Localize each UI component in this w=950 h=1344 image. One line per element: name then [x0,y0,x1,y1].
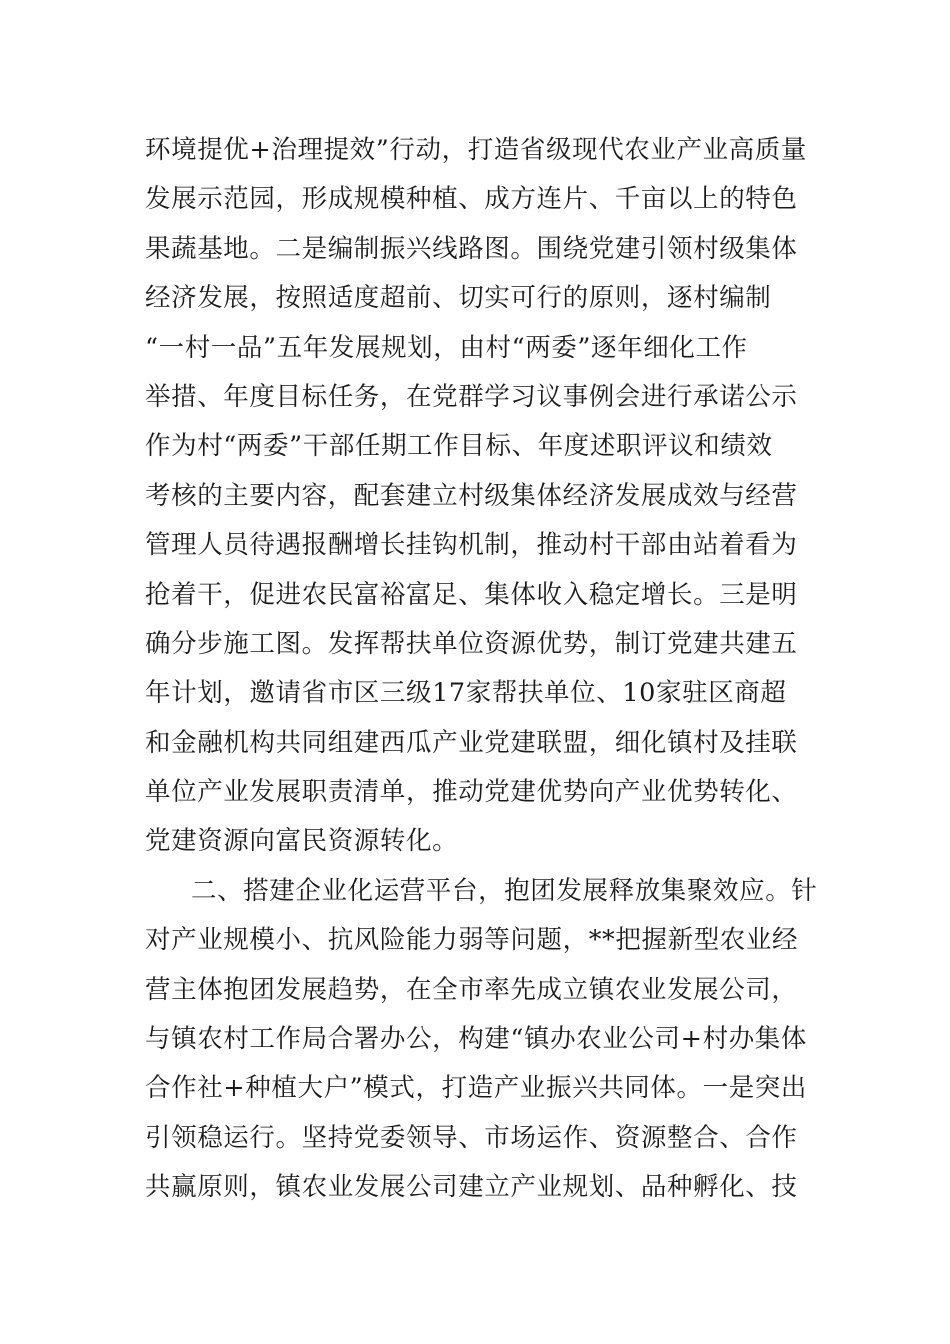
text-line-18: 营主体抱团发展趋势，在全市率先成立镇农业发展公司， [145,974,798,1005]
text-line-6: 举措、年度目标任务，在党群学习议事例会进行承诺公示 [145,381,798,412]
text-line-3: 果蔬基地。二是编制振兴线路图。围绕党建引领村级集体 [145,233,798,264]
body-text [145,126,818,1213]
text-line-10: 抢着干，促进农民富裕富足、集体收入稳定增长。三是明 [145,579,798,610]
text-line-2: 发展示范园，形成规模种植、成方连片、千亩以上的特色 [145,184,798,215]
text-line-14: 单位产业发展职责清单，推动党建优势向产业优势转化、 [145,777,798,808]
text-line-20: 合作社+种植大户”模式，打造产业振兴共同体。一是突出 [145,1073,808,1104]
text-line-1: 环境提优+治理提效”行动，打造省级现代农业产业高质量 [145,135,808,165]
text-line-5: “一村一品”五年发展规划，由村“两委”逐年细化工作 [145,332,748,363]
text-line-21: 引领稳运行。坚持党委领导、市场运作、资源整合、合作 [145,1122,798,1153]
text-line-7: 作为村“两委”干部任期工作目标、年度述职评议和绩效 [145,431,773,462]
text-line-15: 党建资源向富民资源转化。 [145,826,459,857]
text-line-12: 年计划，邀请省市区三级17家帮扶单位、10家驻区商超 [145,678,787,709]
paragraph-heading-line: 二、搭建企业化运营平台，抱团发展释放集聚效应。针 [191,875,818,906]
text-line-11: 确分步施工图。发挥帮扶单位资源优势，制订党建共建五 [145,628,798,659]
text-line-8: 考核的主要内容，配套建立村级集体经济发展成效与经营 [145,480,798,511]
text-line-19: 与镇农村工作局合署办公，构建“镇办农业公司+村办集体 [145,1024,808,1055]
text-line-9: 管理人员待遇报酬增长挂钩机制，推动村干部由站着看为 [145,530,798,561]
text-line-4: 经济发展，按照适度超前、切实可行的原则，逐村编制 [145,283,772,314]
text-line-13: 和金融机构共同组建西瓜产业党建联盟，细化镇村及挂联 [145,727,798,758]
text-line-22: 共赢原则，镇农业发展公司建立产业规划、品种孵化、技 [145,1172,798,1203]
text-line-17: 对产业规模小、抗风险能力弱等问题，**把握新型农业经 [145,925,799,956]
